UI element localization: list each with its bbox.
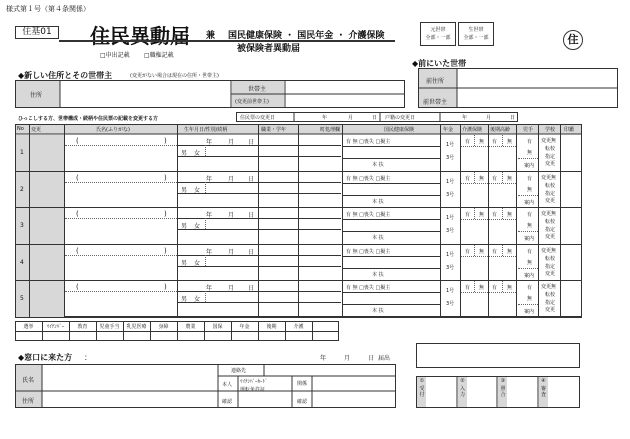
nhi-divider-2	[342, 268, 440, 269]
step-stamp-cell[interactable]	[508, 377, 538, 407]
birth-month[interactable]: 月	[228, 139, 235, 146]
col-no: No	[17, 126, 24, 132]
child-no[interactable]: 無	[527, 186, 533, 193]
row-number: 3	[20, 222, 24, 229]
pension-type1[interactable]: 1号	[446, 142, 455, 148]
name-input[interactable]	[65, 256, 177, 280]
nhi-options[interactable]: 有 無 □喪失 □擬主	[346, 175, 391, 182]
form-number: 様式第１号（第４条関係）	[6, 5, 90, 13]
column-divider	[64, 124, 65, 317]
visitor-address-input[interactable]	[43, 392, 218, 407]
birth-year[interactable]: 年	[206, 139, 213, 146]
care-sub-divider	[474, 172, 475, 183]
nhi-honfu[interactable]: 本 扶	[372, 271, 384, 278]
dept-check-cell[interactable]	[43, 332, 68, 340]
id-doc-license[interactable]: 運転免許証	[240, 387, 266, 393]
new-address-input[interactable]	[61, 81, 231, 107]
submit-day[interactable]: 日	[368, 355, 375, 362]
care-sub-divider	[474, 281, 475, 292]
move-note: ひっこしする方、世帯構成・続柄や住民票の記載を変更する方	[18, 116, 159, 122]
nhi-divider-2	[342, 231, 440, 232]
furigana-close: )	[164, 210, 167, 218]
dept-label: 児童手当	[99, 324, 120, 330]
step-number: ①	[419, 378, 425, 384]
care-yes[interactable]: 有	[465, 212, 471, 218]
dept-label: 介護	[293, 324, 304, 330]
furigana-open: (	[76, 137, 79, 145]
step-stamp-cell[interactable]	[468, 377, 498, 407]
new-household-scope: 全部・一部	[463, 35, 489, 41]
column-divider	[258, 124, 259, 317]
dept-label: 後期	[266, 324, 277, 330]
new-address-label: 住所	[30, 92, 43, 99]
col-care: 介護保険	[462, 127, 483, 133]
visitor-colon: ：	[84, 353, 92, 362]
family-register-date-label: 戸籍の変更日	[385, 115, 416, 121]
step-label: 受付	[419, 386, 425, 398]
child-divider	[518, 268, 538, 269]
family-register-date-year[interactable]: 年	[462, 115, 468, 121]
birth-divider	[177, 182, 341, 183]
birth-day[interactable]: 日	[248, 285, 255, 292]
furigana-close: )	[164, 283, 167, 291]
dept-divider	[231, 321, 232, 341]
furigana-divider	[65, 145, 177, 146]
col-office: 町処理欄	[320, 127, 341, 133]
origin-household-scope: 全部・一部	[425, 35, 451, 41]
self-label: 本人	[222, 382, 233, 388]
birth-divider	[177, 218, 341, 219]
dept-divider	[258, 321, 259, 341]
sex-male[interactable]: 男	[181, 150, 188, 157]
householder-input[interactable]	[285, 81, 404, 107]
new-address-note: (変更がない場合は現在の住所・世帯主)	[130, 73, 219, 79]
pension-type1[interactable]: 1号	[446, 178, 455, 185]
column-divider	[516, 124, 517, 317]
visitor-name-label: 氏名	[22, 377, 35, 384]
birth-year[interactable]: 年	[206, 248, 213, 256]
sex-female[interactable]: 女	[194, 296, 201, 303]
elderly-yes[interactable]: 有	[492, 285, 498, 291]
row-number: 2	[20, 185, 24, 193]
check-ex-officio[interactable]: □職権記載	[144, 52, 174, 59]
birth-sub-divider	[205, 145, 206, 156]
furigana-open: (	[76, 246, 79, 255]
furigana-open: (	[76, 173, 79, 182]
elderly-sub-divider	[502, 245, 503, 256]
nhi-divider	[342, 183, 440, 184]
school-designated[interactable]: 指定	[545, 227, 556, 233]
column-divider	[538, 124, 539, 317]
nhi-divider-2	[342, 304, 440, 305]
school-transfer[interactable]: 転校	[545, 182, 556, 189]
dept-check-cell[interactable]	[313, 332, 338, 340]
row-number: 5	[20, 295, 24, 302]
birth-year[interactable]: 年	[206, 175, 213, 183]
dept-divider	[42, 321, 43, 341]
column-divider	[298, 124, 299, 317]
school-change[interactable]: 変更	[545, 197, 556, 204]
care-no[interactable]: 無	[479, 139, 485, 145]
submit-month[interactable]: 月	[344, 355, 351, 362]
family-register-date-month[interactable]: 月	[486, 115, 492, 121]
sex-divider	[177, 266, 341, 267]
child-yes[interactable]: 有	[527, 175, 533, 182]
form-code: 住基01	[15, 26, 59, 39]
furigana-divider	[65, 291, 177, 292]
birth-month[interactable]: 月	[228, 285, 235, 292]
sex-male[interactable]: 男	[181, 186, 188, 194]
birth-sub-divider	[205, 218, 206, 229]
child-guide[interactable]: 案内	[524, 163, 535, 169]
sub-title-line1: 国民健康保険 ・ 国民年金 ・ 介護保険	[228, 31, 385, 41]
nhi-honfu[interactable]: 本 扶	[372, 198, 384, 205]
elderly-sub-divider	[502, 135, 503, 146]
col-pension: 年金	[443, 127, 454, 133]
visitor-name-input[interactable]	[43, 365, 218, 391]
nhi-divider-2	[342, 158, 440, 159]
step-label: 審査	[540, 386, 546, 398]
sex-female[interactable]: 女	[194, 150, 201, 157]
school-change[interactable]: 変更	[545, 270, 556, 277]
elderly-yes[interactable]: 有	[492, 212, 498, 218]
sex-female[interactable]: 女	[194, 223, 201, 230]
care-sub-divider	[474, 245, 475, 256]
resident-date-month[interactable]: 月	[348, 115, 354, 121]
col-seal: 印鑑	[564, 127, 575, 133]
dept-label: 身障	[158, 324, 169, 330]
dept-label: ﾏｲﾅﾝﾊﾞｰ	[46, 324, 65, 330]
column-divider	[29, 124, 30, 317]
contact-label: 連絡先	[231, 368, 247, 374]
dept-divider	[69, 321, 70, 341]
confirm-label: 確認	[222, 399, 233, 405]
new-household-label: 生世帯	[468, 27, 484, 33]
column-divider	[488, 124, 489, 317]
sex-female[interactable]: 女	[194, 186, 201, 194]
dept-label: 教育	[77, 324, 88, 330]
column-divider	[560, 124, 561, 317]
col-elderly: 後期高齢	[490, 127, 511, 133]
elderly-yes[interactable]: 有	[492, 139, 498, 145]
id-doc-mynumber[interactable]: ﾏｲﾅﾝﾊﾞｰｶｰﾄﾞ	[240, 379, 268, 385]
nhi-divider	[342, 292, 440, 293]
school-designated[interactable]: 指定	[545, 190, 556, 197]
origin-household-box	[420, 22, 456, 46]
birth-day[interactable]: 日	[248, 175, 255, 183]
school-unchanged[interactable]: 変更無	[541, 174, 557, 181]
child-no[interactable]: 無	[527, 223, 533, 229]
child-divider	[518, 304, 538, 305]
school-unchanged[interactable]: 変更無	[541, 247, 557, 254]
row-change-cell[interactable]	[30, 281, 64, 317]
nhi-options[interactable]: 有 無 □喪失 □擬主	[346, 212, 391, 218]
nhi-options[interactable]: 有 無 □喪失 □擬主	[346, 139, 391, 145]
dept-label: 選挙	[23, 324, 34, 330]
school-unchanged[interactable]: 変更無	[541, 138, 557, 144]
col-name: 氏名(ふりがな)	[96, 127, 130, 133]
birth-sub-divider	[205, 291, 206, 302]
contact-input[interactable]	[264, 365, 395, 376]
nhi-honfu[interactable]: 本 扶	[372, 235, 384, 241]
nhi-divider	[342, 146, 440, 147]
nhi-divider-2	[342, 195, 440, 196]
resident-date-day[interactable]: 日	[372, 115, 378, 121]
elderly-no[interactable]: 無	[507, 212, 513, 218]
step-stamp-cell[interactable]	[549, 377, 579, 407]
sex-female[interactable]: 女	[194, 259, 201, 267]
child-yes[interactable]: 有	[527, 285, 533, 291]
pension-type3[interactable]: 3号	[446, 228, 455, 234]
row-number: 1	[20, 149, 24, 156]
name-input[interactable]	[65, 146, 177, 170]
birth-divider	[177, 255, 341, 256]
birth-sub-divider	[205, 182, 206, 193]
elderly-no[interactable]: 無	[507, 285, 513, 291]
dept-check-cell[interactable]	[286, 332, 311, 340]
elderly-sub-divider	[502, 208, 503, 219]
care-no[interactable]: 無	[479, 212, 485, 218]
school-unchanged[interactable]: 変更無	[541, 284, 557, 290]
birth-day[interactable]: 日	[248, 212, 255, 219]
sub-prefix: 兼	[206, 31, 216, 41]
furigana-divider	[65, 182, 177, 183]
school-designated[interactable]: 指定	[545, 154, 556, 160]
visitor-heading: ◆窓口に来た方	[18, 353, 73, 362]
submit-label: 届出	[378, 355, 391, 362]
school-unchanged[interactable]: 変更無	[541, 211, 557, 217]
pension-type3[interactable]: 3号	[446, 191, 455, 198]
nhi-divider	[342, 256, 440, 257]
col-nhi: 国民健康保険	[384, 127, 415, 133]
sex-male[interactable]: 男	[181, 223, 188, 230]
furigana-close: )	[164, 173, 167, 182]
furigana-close: )	[164, 246, 167, 255]
dept-divider	[312, 321, 313, 341]
school-change[interactable]: 変更	[545, 307, 556, 313]
page-title: 住民異動届	[90, 24, 190, 48]
care-yes[interactable]: 有	[465, 139, 471, 145]
dept-label: 年金	[239, 324, 250, 330]
prev-address-label: 前住所	[426, 78, 445, 85]
dept-check-cell[interactable]	[178, 332, 203, 340]
birth-day[interactable]: 日	[248, 139, 255, 146]
prev-address-input[interactable]	[458, 69, 617, 88]
sex-male[interactable]: 男	[181, 259, 188, 267]
new-address-heading: ◆新しい住所とその世帯主	[18, 71, 113, 80]
school-transfer[interactable]: 転校	[545, 219, 556, 225]
care-sub-divider	[474, 135, 475, 146]
householder-label: 世帯主	[248, 86, 267, 93]
origin-household-label: 元世帯	[430, 27, 446, 33]
child-guide[interactable]: 案内	[524, 199, 535, 206]
care-yes[interactable]: 有	[465, 248, 471, 255]
child-no[interactable]: 無	[527, 296, 533, 302]
row-change-cell[interactable]	[30, 172, 64, 208]
name-input[interactable]	[65, 292, 177, 316]
col-birth: 生年月日/性別/続柄	[184, 127, 228, 133]
birth-year[interactable]: 年	[206, 212, 213, 219]
birth-month[interactable]: 月	[228, 175, 235, 183]
name-input[interactable]	[65, 219, 177, 243]
name-input[interactable]	[65, 183, 177, 207]
furigana-close: )	[164, 137, 167, 145]
step-stamp-cell[interactable]	[427, 377, 457, 407]
dept-divider	[96, 321, 97, 341]
care-no[interactable]: 無	[479, 248, 485, 255]
relation-label: 関係	[297, 381, 308, 387]
child-yes[interactable]: 有	[527, 248, 533, 255]
dept-divider	[285, 321, 286, 341]
dept-divider	[123, 321, 124, 341]
elderly-yes[interactable]: 有	[492, 175, 498, 182]
submit-year[interactable]: 年	[320, 355, 327, 362]
sex-divider	[177, 156, 341, 157]
furigana-divider	[65, 255, 177, 256]
birth-divider	[177, 291, 341, 292]
furigana-divider	[65, 218, 177, 219]
sex-divider	[177, 302, 341, 303]
school-change[interactable]: 変更	[545, 234, 556, 240]
birth-month[interactable]: 月	[228, 248, 235, 256]
row-change-cell[interactable]	[30, 208, 64, 244]
row-change-cell[interactable]	[30, 135, 64, 171]
nhi-honfu[interactable]: 本 扶	[372, 162, 384, 168]
prev-householder-input[interactable]	[458, 89, 617, 107]
row-number: 4	[20, 258, 24, 266]
elderly-yes[interactable]: 有	[492, 248, 498, 255]
care-no[interactable]: 無	[479, 175, 485, 182]
column-divider	[440, 124, 441, 317]
care-yes[interactable]: 有	[465, 285, 471, 291]
furigana-open: (	[76, 210, 79, 218]
birth-month[interactable]: 月	[228, 212, 235, 219]
column-divider	[460, 124, 461, 317]
column-divider	[342, 124, 343, 317]
child-guide[interactable]: 案内	[524, 309, 535, 315]
child-divider	[518, 158, 538, 159]
child-no[interactable]: 無	[527, 259, 533, 266]
birth-day[interactable]: 日	[248, 248, 255, 256]
nhi-options[interactable]: 有 無 □喪失 □擬主	[346, 248, 391, 255]
sex-divider	[177, 229, 341, 230]
birth-year[interactable]: 年	[206, 285, 213, 292]
prev-household-heading: ◆前にいた世帯	[412, 59, 467, 68]
dept-check-cell[interactable]	[205, 332, 230, 340]
step-number: ②	[460, 378, 465, 384]
school-transfer[interactable]: 転校	[545, 255, 556, 262]
school-transfer[interactable]: 転校	[545, 292, 556, 298]
prev-householder-label: 前世帯主	[423, 99, 448, 106]
col-child: 児手	[523, 127, 534, 133]
pension-type1[interactable]: 1号	[446, 288, 455, 294]
elderly-no[interactable]: 無	[507, 175, 513, 182]
pension-type1[interactable]: 1号	[446, 251, 455, 258]
elderly-sub-divider	[502, 172, 503, 183]
child-guide[interactable]: 案内	[524, 236, 535, 242]
resident-date-year[interactable]: 年	[322, 115, 328, 121]
sex-male[interactable]: 男	[181, 296, 188, 303]
step-number: ④	[541, 378, 546, 384]
dept-check-cell[interactable]	[70, 332, 95, 340]
child-yes[interactable]: 有	[527, 139, 533, 145]
dept-label: 国保	[212, 324, 223, 330]
child-guide[interactable]: 案内	[524, 272, 535, 279]
new-household-box	[458, 22, 494, 46]
care-no[interactable]: 無	[479, 285, 485, 291]
step-label: 入力	[459, 386, 465, 398]
pension-type3[interactable]: 3号	[446, 155, 455, 161]
care-sub-divider	[474, 208, 475, 219]
dept-check-cell[interactable]	[16, 332, 41, 340]
sex-divider	[177, 193, 341, 194]
step-number: ③	[500, 378, 506, 384]
sub-title-line2: 被保険者異動届	[237, 44, 301, 54]
resident-date-label: 住民票の変更日	[240, 115, 276, 121]
dept-divider	[204, 321, 205, 341]
resident-stamp: 住	[563, 30, 583, 50]
dept-divider	[177, 321, 178, 341]
child-divider	[518, 231, 538, 232]
school-designated[interactable]: 指定	[545, 263, 556, 270]
furigana-open: (	[76, 283, 79, 291]
col-job: 職業・学年	[261, 127, 287, 133]
check-label: 確認	[297, 399, 308, 405]
school-change[interactable]: 変更	[545, 161, 556, 167]
pension-type3[interactable]: 3号	[446, 264, 455, 271]
dept-check-cell[interactable]	[97, 332, 122, 340]
householder-note: (変更前世帯主)	[235, 99, 269, 105]
dept-check-cell[interactable]	[124, 332, 149, 340]
step-label: 照合	[500, 386, 506, 398]
child-yes[interactable]: 有	[527, 212, 533, 218]
child-no[interactable]: 無	[527, 150, 533, 156]
elderly-sub-divider	[502, 281, 503, 292]
child-divider	[518, 195, 538, 196]
col-school: 学校	[545, 127, 556, 133]
nhi-options[interactable]: 有 無 □喪失 □擬主	[346, 285, 391, 291]
elderly-no[interactable]: 無	[507, 248, 513, 255]
dept-check-cell[interactable]	[151, 332, 176, 340]
dept-check-cell[interactable]	[259, 332, 284, 340]
family-register-date-day[interactable]: 日	[510, 115, 516, 121]
column-divider	[177, 124, 178, 317]
dept-divider	[150, 321, 151, 341]
nhi-divider	[342, 219, 440, 220]
row-change-cell[interactable]	[30, 245, 64, 281]
care-yes[interactable]: 有	[465, 175, 471, 182]
check-applicant[interactable]: □申出記載	[100, 52, 130, 59]
birth-divider	[177, 145, 341, 146]
visitor-address-label: 住所	[22, 398, 35, 405]
memo-box[interactable]	[416, 343, 580, 368]
elderly-no[interactable]: 無	[507, 139, 513, 145]
nhi-honfu[interactable]: 本 扶	[372, 308, 384, 314]
pension-type1[interactable]: 1号	[446, 215, 455, 221]
birth-sub-divider	[205, 255, 206, 266]
school-designated[interactable]: 指定	[545, 300, 556, 306]
pension-type3[interactable]: 3号	[446, 301, 455, 307]
dept-label: 農業	[185, 324, 196, 330]
school-transfer[interactable]: 転校	[545, 146, 556, 152]
dept-label: 乳児医療	[126, 324, 147, 330]
col-change: 変更	[31, 127, 42, 133]
dept-check-cell[interactable]	[232, 332, 257, 340]
